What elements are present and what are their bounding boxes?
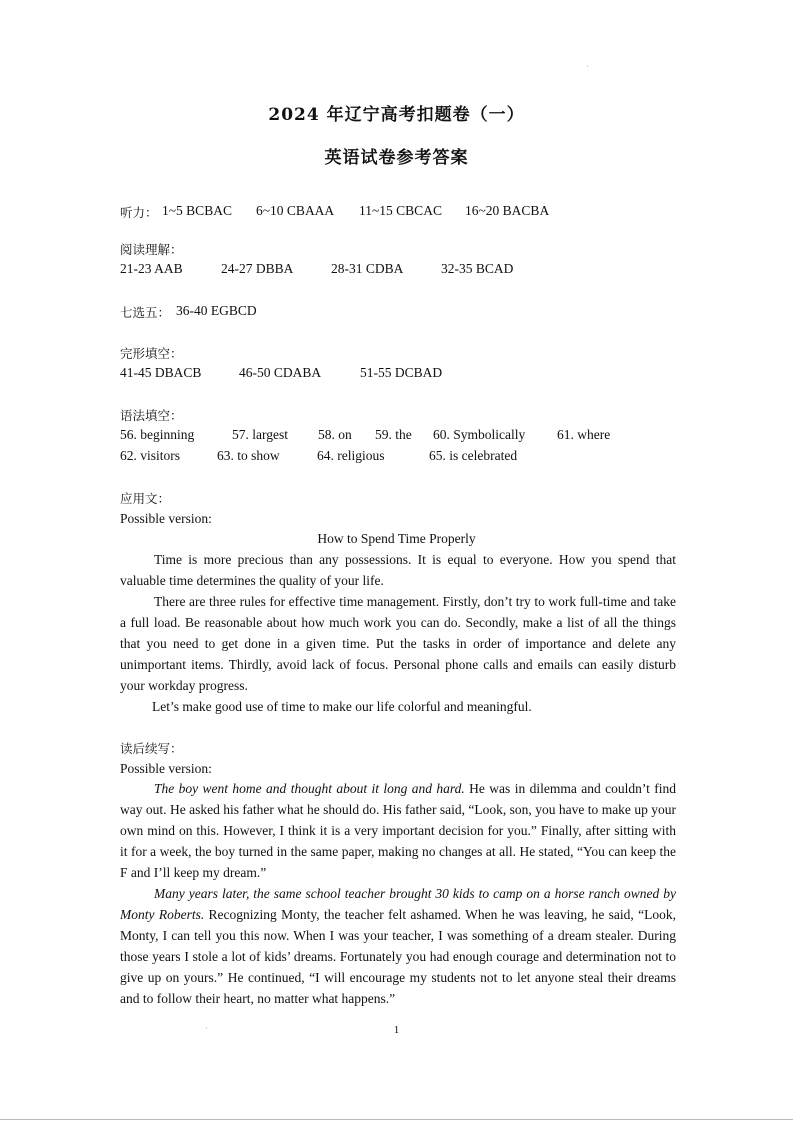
grammar-answer: 56. beginning [120,427,195,442]
seven-choose-five-label: 七选五： [120,305,171,320]
page-bottom-rule [0,1119,793,1120]
applied-writing-label: 应用文： [120,491,171,506]
grammar-answer: 60. Symbolically [433,427,526,442]
paragraph-body: He was in dilemma and couldn’t find way out. He asked his father what he should do. His father said, “Look, son, you have to make up your own mind on this. However, I think it is a very important decision for you.” Finally, after sitting with it for a week, the boy turned in the same paper, making no changes at all. He stated, “You can keep the F and I’ll keep my dream.” [120,781,676,880]
seven-choose-five-answer: 36-40 EGBCD [176,303,257,318]
continuation-paragraph-1 [120,778,676,883]
listening-answer: 1~5 BCBAC [162,203,232,218]
reading-answer: 32-35 BCAD [441,261,514,276]
paragraph-lead-sentence: The boy went home and thought about it long and hard. [154,781,465,796]
grammar-answer: 65. is celebrated [429,448,518,463]
grammar-label: 语法填空： [120,408,183,423]
page-subtitle: 英语试卷参考答案 [324,148,469,168]
continuation-writing-label: 读后续写： [120,741,183,756]
reading-label: 阅读理解： [120,242,183,257]
continuation-essay [120,778,676,1009]
essay-title: How to Spend Time Properly [317,531,476,546]
paragraph-body: Recognizing Monty, the teacher felt ashamed. When he was leaving, he said, “Look, Monty, I can tell you this now. When I was your teacher, I was something of a dream stealer. During those years I stole a lot of kids’ dreams. Fortunately you had enough courage and determination not to give up on yours.” He continued, “I will encourage my students not to let anyone steal their dreams and to follow their heart, no matter what happens.” [120,907,676,1006]
essay-paragraph: Let’s make good use of time to make our life colorful and meaningful. [152,699,532,714]
grammar-answer: 57. largest [232,427,288,442]
listening-answer: 16~20 BACBA [465,203,550,218]
listening-answer: 6~10 CBAAA [256,203,335,218]
listening-answer: 11~15 CBCAC [359,203,442,218]
page-number: 1 [393,1024,400,1036]
page-title: 2024 年辽宁高考扣题卷（一） [268,105,525,125]
applied-writing-possible-version: Possible version: [120,511,212,526]
grammar-answer: 64. religious [317,448,385,463]
listening-label: 听力： [120,205,158,220]
paragraph-lead-sentence: Many years later, the same school teacher brought 30 kids to camp on a horse ranch owned by Monty Roberts. [120,886,676,922]
grammar-answer: 63. to show [217,448,280,463]
essay-paragraph: Time is more precious than any possessions. It is equal to everyone. How you spend that valuable time determines the quality of your life. [120,552,676,588]
cloze-answer: 46-50 CDABA [239,365,322,380]
cloze-label: 完形填空： [120,346,183,361]
scan-dot: · [586,62,589,71]
applied-writing-essay [120,549,676,717]
essay-paragraph: There are three rules for effective time management. Firstly, don’t try to work full-time and take a full load. Be reasonable about how much work you can do. Secondly, make a list of all the things that you need to get done in a given time. Put the tasks in order of importance and delete any unimportant items. Thirdly, avoid lack of focus. Personal phone calls and emails can easily disturb your workday progress. [120,594,676,693]
continuation-possible-version: Possible version: [120,761,212,776]
continuation-paragraph-2 [120,883,676,1009]
scan-dot: · [205,1024,208,1033]
cloze-answer: 51-55 DCBAD [360,365,443,380]
grammar-answer: 58. on [318,427,352,442]
cloze-answer: 41-45 DBACB [120,365,202,380]
grammar-answer: 59. the [375,427,412,442]
reading-answer: 21-23 AAB [120,261,183,276]
grammar-answer: 62. visitors [120,448,181,463]
reading-answer: 24-27 DBBA [221,261,294,276]
reading-answer: 28-31 CDBA [331,261,404,276]
grammar-answer: 61. where [557,427,611,442]
